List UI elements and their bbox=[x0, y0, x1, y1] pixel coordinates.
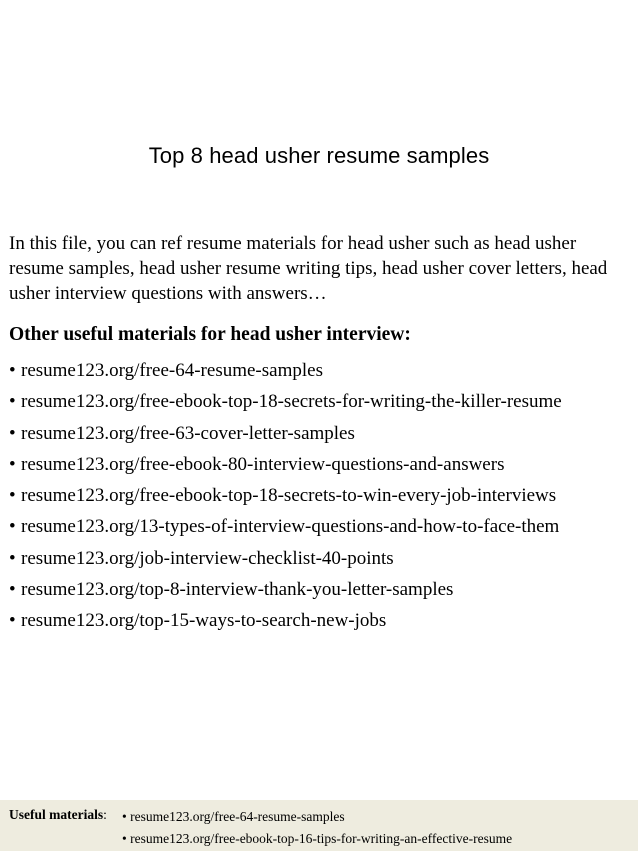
bullet-icon: • bbox=[122, 809, 127, 824]
page-title: Top 8 head usher resume samples bbox=[148, 143, 490, 168]
material-link[interactable]: resume123.org/free-64-resume-samples bbox=[21, 360, 323, 381]
list-item bbox=[9, 480, 562, 511]
list-item bbox=[9, 449, 562, 480]
bullet-icon: • bbox=[9, 453, 16, 475]
bullet-icon: • bbox=[9, 360, 16, 381]
material-link[interactable]: resume123.org/free-63-cover-letter-samples bbox=[21, 422, 355, 444]
material-link[interactable]: resume123.org/top-15-ways-to-search-new-jobs bbox=[21, 610, 387, 632]
intro-paragraph: In this file, you can ref resume materials for head usher such as head usher resume samples, head usher resume writing tips, head usher cover letters, head usher interview questions with answers… bbox=[9, 233, 608, 304]
bullet-icon: • bbox=[9, 422, 16, 444]
bullet-icon: • bbox=[9, 547, 16, 569]
list-item bbox=[122, 806, 512, 828]
materials-heading: Other useful materials for head usher interview: bbox=[9, 324, 411, 345]
list-item bbox=[9, 605, 562, 636]
list-item bbox=[9, 355, 562, 386]
bullet-icon: • bbox=[9, 610, 16, 632]
material-link[interactable]: resume123.org/free-ebook-80-interview-questions-and-answers bbox=[21, 453, 505, 475]
footer-label bbox=[9, 806, 107, 824]
footer-link-list bbox=[122, 806, 512, 850]
list-item bbox=[9, 418, 562, 449]
material-link[interactable]: resume123.org/top-8-interview-thank-you-letter-samples bbox=[21, 579, 454, 601]
bullet-icon: • bbox=[9, 391, 16, 413]
bullet-icon: • bbox=[9, 516, 16, 538]
list-item bbox=[9, 574, 562, 605]
list-item bbox=[9, 386, 562, 417]
footer-link[interactable]: resume123.org/free-64-resume-samples bbox=[130, 809, 345, 824]
footer-bar bbox=[0, 800, 638, 851]
bullet-icon: • bbox=[122, 831, 127, 846]
material-link[interactable]: resume123.org/free-ebook-top-18-secrets-for-writing-the-killer-resume bbox=[21, 391, 562, 413]
bullet-icon: • bbox=[9, 485, 16, 507]
material-link[interactable]: resume123.org/13-types-of-interview-questions-and-how-to-face-them bbox=[21, 516, 560, 538]
list-item bbox=[122, 828, 512, 850]
footer-label-colon: : bbox=[103, 807, 107, 822]
footer-link[interactable]: resume123.org/free-ebook-top-16-tips-for-writing-an-effective-resume bbox=[130, 831, 513, 846]
materials-link-list bbox=[9, 355, 562, 637]
material-link[interactable]: resume123.org/free-ebook-top-18-secrets-to-win-every-job-interviews bbox=[21, 485, 557, 507]
footer-label-text: Useful materials bbox=[9, 807, 104, 822]
bullet-icon: • bbox=[9, 579, 16, 601]
list-item bbox=[9, 543, 562, 574]
list-item bbox=[9, 511, 562, 542]
material-link[interactable]: resume123.org/job-interview-checklist-40-points bbox=[21, 547, 394, 569]
